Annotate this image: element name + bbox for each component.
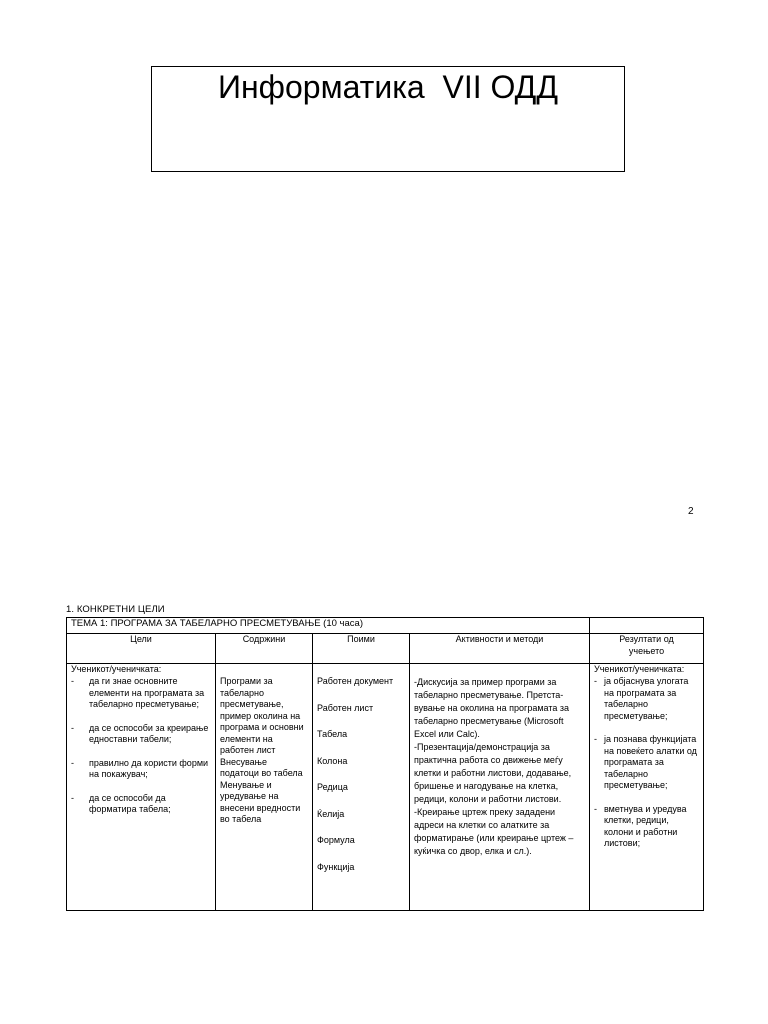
contents-list	[220, 676, 308, 826]
goal-item: - да ги знае основните елементи на програмата за табеларно пресметување;	[71, 676, 211, 711]
topic-cell: ТЕМА 1: ПРОГРАМА ЗА ТАБЕЛАРНО ПРЕСМЕТУВАЊЕ (10 часа)	[67, 618, 590, 634]
terms-cell	[313, 676, 410, 911]
activity-item: -Креирање цртеж преку зададени адреси на клетки со алатките за форматирање (или креирање цртеж – куќичка со двор, елка и сл.).	[414, 807, 574, 856]
goal-item: - правилно да користи форми на покажувач;	[71, 758, 211, 781]
term-item: Формула	[317, 835, 355, 845]
contents-cell	[216, 676, 313, 911]
term-item: Редица	[317, 782, 348, 792]
page-number: 2	[688, 506, 694, 517]
term-item: Ќелија	[317, 808, 345, 819]
terms-list	[317, 676, 405, 873]
term-item: Работен документ	[317, 676, 394, 686]
topic-empty-cell	[590, 618, 704, 634]
header-contents: Содржини	[216, 634, 313, 664]
term-item: Функција	[317, 861, 355, 872]
goal-item: - да се оспособи да форматира табела;	[71, 793, 211, 816]
topic-row	[67, 618, 704, 634]
header-row	[67, 634, 704, 664]
student-label: Ученикот/ученичката:	[67, 664, 216, 677]
goal-item: - да се оспособи за креирање едноставни табели;	[71, 723, 211, 746]
body-row	[67, 676, 704, 911]
header-results: Резултати од учењето	[590, 634, 704, 664]
activities-cell	[410, 676, 590, 911]
result-item: - ја објаснува улогата на програмата за табеларно пресметување;	[594, 676, 699, 722]
activity-item: -Дискусија за пример програми за табеларно пресметување. Претста-вување на околина на програмата за табеларно пресметување (Microsoft Excel или Calc).	[414, 677, 569, 739]
header-terms: Поими	[313, 634, 410, 664]
term-item: Табела	[317, 729, 348, 739]
goals-cell	[67, 676, 216, 911]
results-cell	[590, 676, 704, 911]
document-title: Информатика VII ОДД	[217, 69, 559, 105]
term-item: Работен лист	[317, 702, 374, 713]
activity-item: -Презентација/демонстрација за практична работа со движење меѓу клетки и работни листови, додавање, бришење и нагодување на клетка, редици, колони и работни листови.	[414, 742, 572, 804]
term-item: Колона	[317, 755, 348, 766]
curriculum-table	[66, 617, 704, 911]
intro-row	[67, 664, 704, 677]
goals-list	[71, 676, 211, 816]
results-list	[594, 676, 699, 850]
result-item: - вметнува и уредува клетки, редици, колони и работни листови;	[594, 804, 699, 850]
content-item: Внесување податоци во табела	[220, 756, 303, 778]
section-heading: 1. КОНКРЕТНИ ЦЕЛИ	[66, 604, 165, 615]
header-activities: Активности и методи	[410, 634, 590, 664]
content-item: Менување и уредување на внесени вредности во табела	[220, 779, 301, 824]
title-box	[151, 66, 625, 172]
result-item: - ја познава функцијата на повеќето алатки од програмата за табеларно пресметување;	[594, 734, 699, 792]
header-goals: Цели	[67, 634, 216, 664]
results-student-label: Ученикот/ученичката:	[590, 664, 704, 677]
content-item: Програми за табеларно пресметување, пример околина на програма и основни елементи на работен лист	[220, 676, 304, 755]
